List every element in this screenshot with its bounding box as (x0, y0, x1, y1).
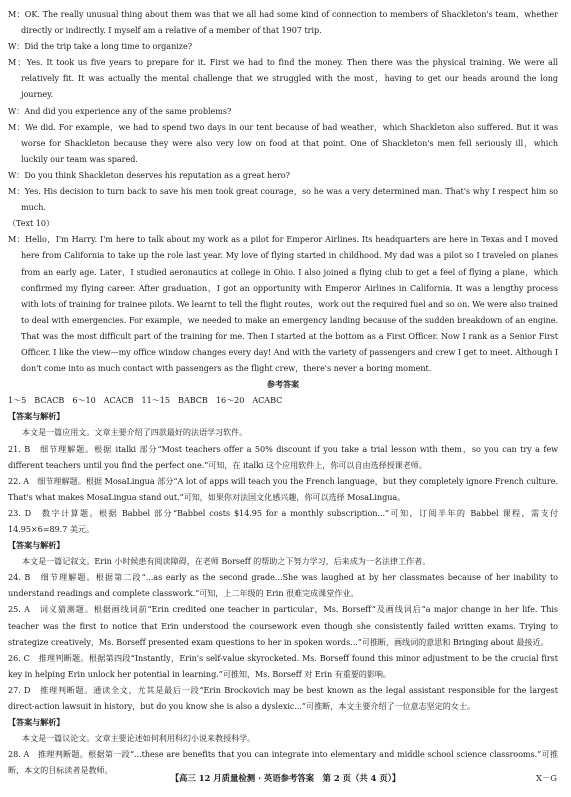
explanation-paragraph: 25. A 词义猜测题。根据画线词前“Erin credited one teacher in particular，Ms. Borseff”及画线词后“a major change in her life. This teacher was the first to notice that Erin understood the coursework even though she consistently failed written exams. Trying to strategize creatively，Ms. Borseff presented exam questions to her in spoken words...”可推断，画线词的意思和 Bringing about 最接近。 (8, 604, 558, 647)
explanation-paragraph: 23. D 数字计算题。根据 Babbel 部分“Babbel costs $14.95 for a monthly subscription...”可知，订阅半年的 Babbel 课程，需支付 14.95×6=89.7 美元。 (8, 507, 558, 534)
dialogue-line: W：Did the trip take a long time to organize? (8, 41, 193, 52)
explanation-paragraph: 21. B 细节理解题。根据 italki 部分“Most teachers offer a 50% discount if you take a trial lesson with them，so you can try a few different teachers until you find the perfect one.”可知，在 italki 这个应用软件上，你可以自由选择授课老师。 (8, 443, 558, 470)
summary-paragraph: 本文是一篇应用文。文章主要介绍了四款最好的法语学习软件。 (22, 427, 248, 438)
dialogue-line: W：Do you think Shackleton deserves his reputation as a great hero? (8, 169, 290, 180)
explanation-paragraph: （Text 10） (8, 218, 54, 229)
explanation-paragraph: 26. C 推理判断题。根据第四段“Instantly，Erin's self-value skyrocketed. Ms. Borseff found this minor adjustment to be the crucial first key in helping Erin unlock her potential in learning.”可推知，Ms. Borseff 对 Erin 有重要的影响。 (8, 652, 558, 679)
answer-analysis-heading: 【答案与解析】 (8, 717, 65, 728)
dialogue-line: W：And did you experience any of the same problems? (8, 105, 232, 116)
dialogue-line: M：Hello，I'm Harry. I'm here to talk about my work as a pilot for Emperor Airlines. Its headquarters are here in Texas and I moved here from California to take up the role last year. My love of flying started in childhood. My dad was a pilot so I traveled on planes from an early age. Later，I studied aeronautics at college in Ohio. I also joined a flying club to get a feel of flying a plane，which confirmed my flying career. After graduation，I got an opportunity with Emperor Airlines in California. It was a lengthy process with lots of training for trainee pilots. We learnt to tell the flight routes，work out the required fuel and so on. We were also trained to deal with emergencies. For example，we needed to make an emergency landing because of the sudden breakdown of an engine. That was the most difficult part of the training for me. Then I started at the bottom as a First Officer. Now I rank as a Senior First Officer. I like the view—my office window changes every day! And with the variety of passengers and crew I get to meet. Although I don't come into as much contact with passengers as the flight crew，there's never a boring moment. (8, 234, 558, 374)
explanation-paragraph: 28. A 推理判断题。根据第一段“...these are benefits that you can integrate into elementary and middle school science classrooms.”可推断，本文的目标读者是教师。 (8, 749, 558, 776)
explanation-paragraph: 24. B 细节理解题。根据第二段“...as early as the second grade...She was laughed at by her classmates because of her inability to understand readings and complete classwork.”可知，上二年级的 Erin 很难完成课堂作业。 (8, 572, 558, 599)
explanation-paragraph: 27. D 推理判断题。通读全文，尤其是最后一段“Erin Brockovich may be best known as the legal assistant responsible for the largest direct-action lawsuit in history，but do you know she is also a dyslexic...”可推断，本文主要介绍了一位意志坚定的女士。 (8, 684, 558, 712)
dialogue-line: M：Yes. It took us five years to prepare for it. First we had to find the money. Then there was the physical training. We were all relatively fit. It was actually the mental challenge that we struggled with the most，having to get our heads around the long journey. (8, 57, 558, 100)
footer-title: 【高三 12 月质量检测 · 英语参考答案 第 2 页（共 4 页）】 (170, 773, 401, 783)
summary-paragraph: 本文是一篇记叙文。Erin 小时候患有阅读障碍，在老师 Borseff 的帮助之下努力学习，后来成为一名法律工作者。 (22, 556, 431, 567)
summary-paragraph: 本文是一篇议论文。文章主要论述如何利用科幻小说来教授科学。 (22, 733, 256, 744)
explanation-paragraph: 22. A 细节理解题。根据 MosaLingua 部分“A lot of apps will teach you the French language，but they completely ignore French culture. That's what makes MosaLingua stand out.”可知，如果你对法国文化感兴趣，你可以选择 MosaLingua。 (8, 475, 558, 502)
answer-analysis-heading: 【答案与解析】 (8, 540, 65, 551)
answer-analysis-heading: 【答案与解析】 (8, 411, 65, 422)
dialogue-line: M：Yes. His decision to turn back to save his men took great courage，so he was a very determined man. That's why I respect him so much. (8, 186, 558, 213)
footer-code: X－G (535, 773, 557, 783)
section-heading: 参考答案 (266, 379, 300, 390)
document-body (8, 6, 558, 779)
dialogue-line: M：OK. The really unusual thing about them was that we all had some kind of connection to members of Shackleton's team，whether directly or indirectly. I myself am a relative of a member of that 1907 trip. (8, 9, 558, 36)
answer-key-row: 1～5 BCACB 6～10 ACACB 11～15 BABCB 16～20 ACABC (8, 395, 283, 406)
dialogue-line: M：We did. For example，we had to spend two days in our tent because of bad weather，which Shackleton also suffered. But it was worse for Shackleton because they were also very low on food at that point. One of Shackleton's men fell seriously ill，which luckily our team was spared. (8, 121, 558, 164)
page-footer (0, 770, 571, 786)
